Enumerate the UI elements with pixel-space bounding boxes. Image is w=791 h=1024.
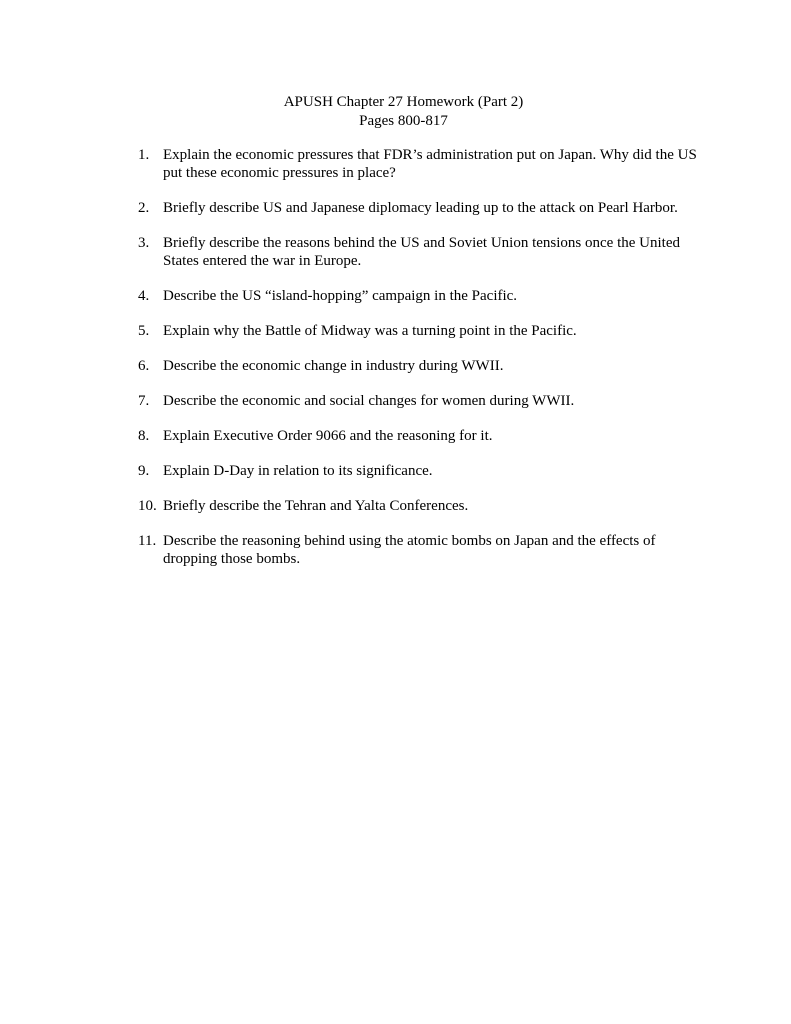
question-text: Briefly describe US and Japanese diplomacy leading up to the attack on Pearl Harbor. bbox=[163, 200, 678, 216]
question-item bbox=[138, 392, 698, 410]
question-list bbox=[138, 146, 698, 585]
question-item bbox=[138, 427, 698, 445]
document-subtitle: Pages 800-817 bbox=[359, 113, 448, 129]
question-number: 4. bbox=[138, 288, 150, 304]
question-text: Explain the economic pressures that FDR’s administration put on Japan. Why did the US put these economic pressures in place? bbox=[163, 147, 697, 181]
question-text: Describe the US “island-hopping” campaign in the Pacific. bbox=[163, 288, 518, 304]
question-item bbox=[138, 497, 698, 515]
question-text: Explain why the Battle of Midway was a turning point in the Pacific. bbox=[163, 323, 577, 339]
document-title: APUSH Chapter 27 Homework (Part 2) bbox=[283, 94, 524, 110]
question-item bbox=[138, 322, 698, 340]
question-text: Briefly describe the Tehran and Yalta Conferences. bbox=[163, 498, 469, 514]
question-item bbox=[138, 146, 698, 182]
question-number: 5. bbox=[138, 323, 150, 339]
question-number: 11. bbox=[138, 533, 157, 549]
question-number: 9. bbox=[138, 463, 150, 479]
question-number: 2. bbox=[138, 200, 150, 216]
question-text: Describe the economic and social changes for women during WWII. bbox=[163, 393, 575, 409]
question-item bbox=[138, 357, 698, 375]
question-text: Describe the reasoning behind using the atomic bombs on Japan and the effects of dropping those bombs. bbox=[163, 533, 656, 567]
question-number: 8. bbox=[138, 428, 150, 444]
question-number: 1. bbox=[138, 147, 150, 163]
question-text: Describe the economic change in industry during WWII. bbox=[163, 358, 504, 374]
document-header bbox=[0, 93, 791, 131]
question-number: 3. bbox=[138, 235, 150, 251]
question-item bbox=[138, 199, 698, 217]
question-number: 6. bbox=[138, 358, 150, 374]
question-item bbox=[138, 462, 698, 480]
question-number: 10. bbox=[138, 498, 157, 514]
question-number: 7. bbox=[138, 393, 150, 409]
question-item bbox=[138, 287, 698, 305]
question-text: Explain Executive Order 9066 and the reasoning for it. bbox=[163, 428, 493, 444]
question-text: Briefly describe the reasons behind the US and Soviet Union tensions once the United States entered the war in Europe. bbox=[163, 235, 680, 269]
question-item bbox=[138, 532, 698, 568]
question-text: Explain D-Day in relation to its significance. bbox=[163, 463, 433, 479]
question-item bbox=[138, 234, 698, 270]
